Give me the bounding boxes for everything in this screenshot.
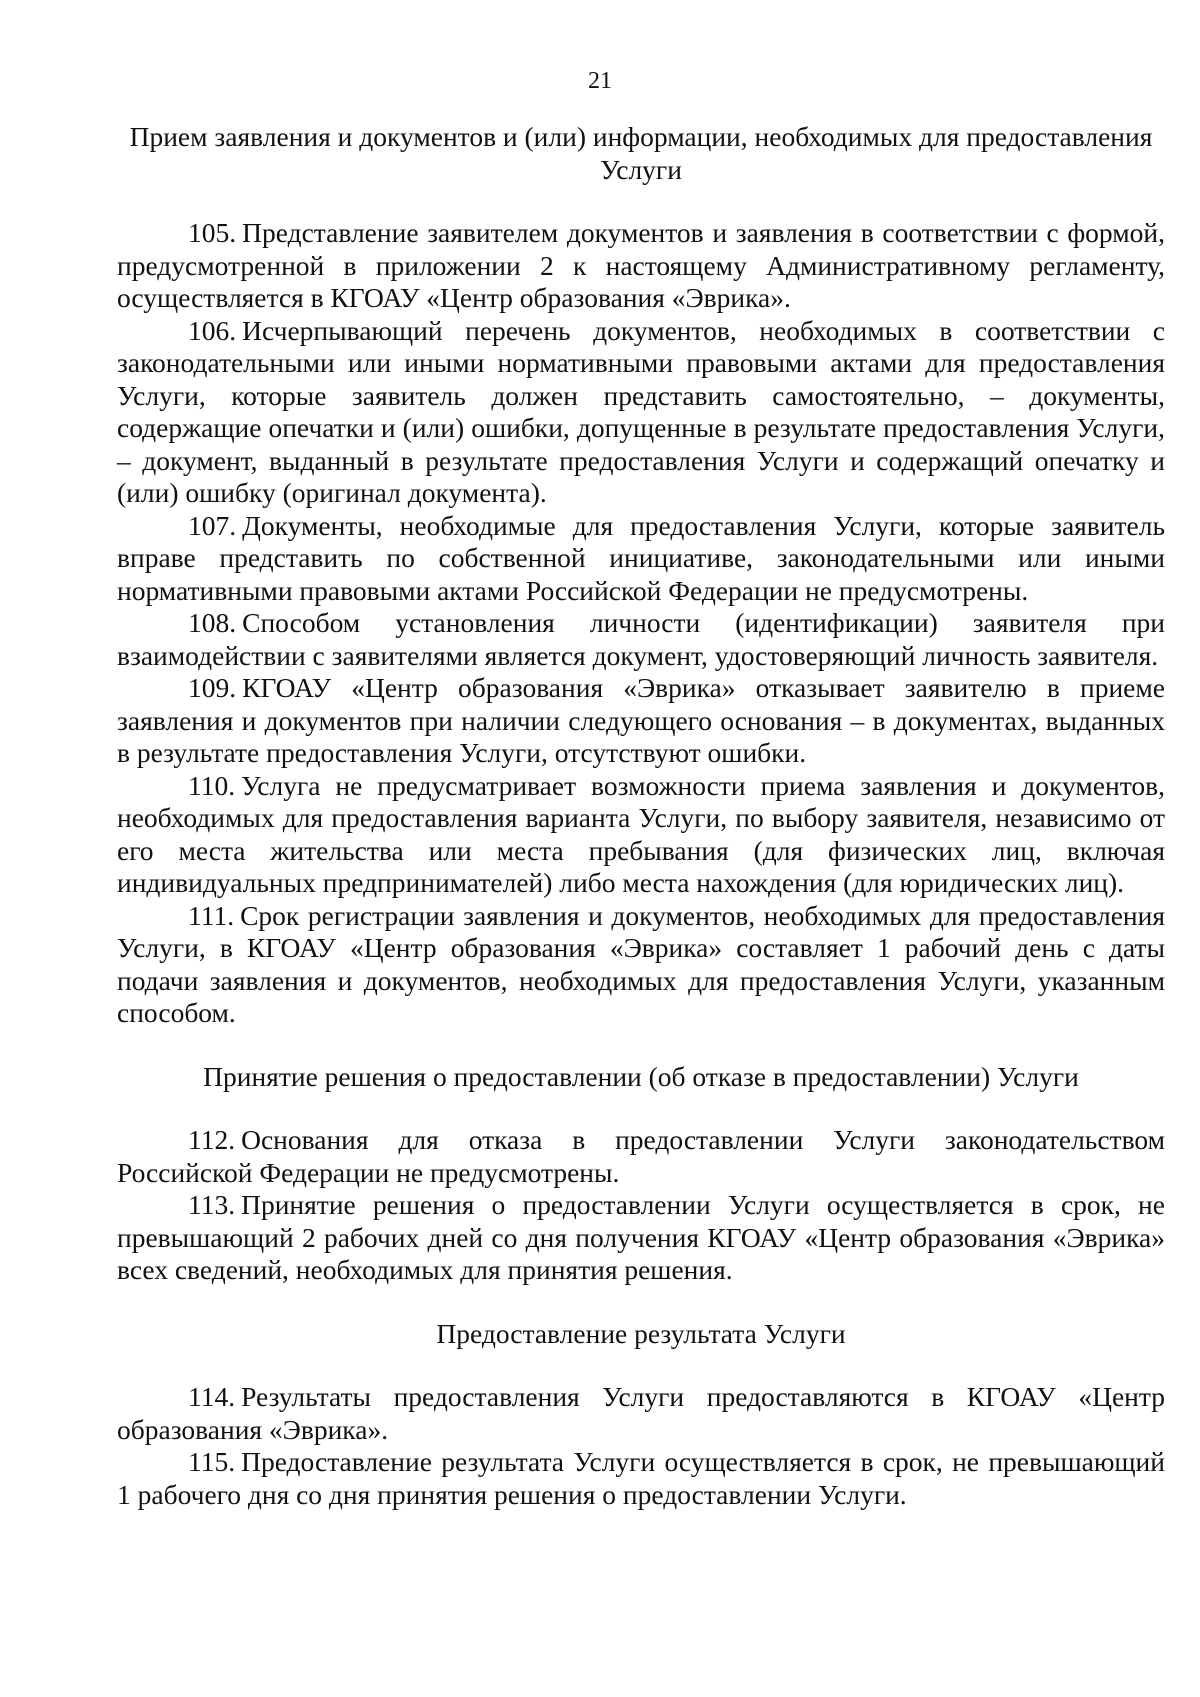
paragraph-114 <box>117 1381 1165 1446</box>
paragraph-number: 112. <box>188 1124 236 1155</box>
document-body <box>117 121 1165 1511</box>
paragraph-number: 115. <box>188 1446 236 1477</box>
paragraph-text: Срок регистрации заявления и документов, необходимых для предоставления Услуги, в КГОАУ «Центр образования «Эврика» составляет 1 рабочий день с даты подачи заявления и документов, необходимых для предоставления Услуги, указанным способом. <box>117 899 1165 1028</box>
paragraph-108 <box>117 607 1165 672</box>
section-heading: Предоставление результата Услуги <box>436 1317 846 1349</box>
paragraph-number: 109. <box>188 672 237 703</box>
paragraph-text: Исчерпывающий перечень документов, необходимых в соответствии с законодательными или иными нормативными правовыми актами для предоставления Услуги, которые заявитель должен представить самостоятельно, – документы, содержащие опечатки и (или) ошибки, допущенные в результате предоставления Услуги, – документ, выданный в результате предоставления Услуги и содержащий опечатку и (или) ошибку (оригинал документа). <box>117 314 1165 508</box>
paragraph-number: 111. <box>188 899 235 931</box>
paragraph-115 <box>117 1446 1165 1511</box>
paragraph-112 <box>117 1124 1165 1189</box>
paragraph-number: 110. <box>188 769 236 801</box>
paragraph-text: Услуга не предусматривает возможности приема заявления и документов, необходимых для предоставления варианта Услуги, по выбору заявителя, независимо от его места жительства или места пребывания (для физических лиц, включая индивидуальных предпринимателей) либо места нахождения (для юридических лиц). <box>117 769 1165 898</box>
paragraph-109 <box>117 672 1165 770</box>
paragraph-107 <box>117 510 1165 608</box>
paragraph-number: 108. <box>188 607 237 638</box>
paragraph-number: 114. <box>188 1381 236 1412</box>
paragraph-number: 113. <box>188 1189 236 1220</box>
paragraph-text: Документы, необходимые для предоставления Услуги, которые заявитель вправе представить по собственной инициативе, законодательными или иными нормативными правовыми актами Российской Федерации не предусмотрены. <box>117 509 1165 606</box>
paragraph-text: Принятие решения о предоставлении Услуги осуществляется в срок, не превышающий 2 рабочих дней со дня получения КГОАУ «Центр образования «Эврика» всех сведений, необходимых для принятия решения. <box>117 1189 1165 1285</box>
section-heading: Принятие решения о предоставлении (об отказе в предоставлении) Услуги <box>203 1060 1079 1092</box>
page-number: 21 <box>588 68 612 94</box>
paragraph-105 <box>117 217 1165 315</box>
paragraph-113 <box>117 1189 1165 1287</box>
paragraph-number: 107. <box>188 509 237 541</box>
paragraph-text: Основания для отказа в предоставлении Услуги законодательством Российской Федерации не предусмотрены. <box>117 1124 1165 1188</box>
paragraph-106 <box>117 315 1165 510</box>
paragraph-number: 105. <box>188 217 237 248</box>
paragraph-text: Представление заявителем документов и заявления в соответствии с формой, предусмотренной в приложении 2 к настоящему Административному регламенту, осуществляется в КГОАУ «Центр образования «Эврика». <box>117 217 1165 313</box>
paragraph-110 <box>117 770 1165 900</box>
paragraph-111 <box>117 900 1165 1030</box>
paragraph-text: Результаты предоставления Услуги предоставляются в КГОАУ «Центр образования «Эврика». <box>117 1381 1165 1445</box>
paragraph-number: 106. <box>188 314 237 346</box>
paragraph-text: КГОАУ «Центр образования «Эврика» отказывает заявителю в приеме заявления и документов при наличии следующего основания – в документах, выданных в результате предоставления Услуги, отсутствуют ошибки. <box>117 672 1165 768</box>
section-heading: Прием заявления и документов и (или) информации, необходимых для предоставления Услуги <box>129 121 1153 185</box>
paragraph-text: Способом установления личности (идентификации) заявителя при взаимодействии с заявителями является документ, удостоверяющий личность заявителя. <box>117 607 1165 671</box>
paragraph-text: Предоставление результата Услуги осуществляется в срок, не превышающий 1 рабочего дня со дня принятия решения о предоставлении Услуги. <box>117 1446 1165 1510</box>
